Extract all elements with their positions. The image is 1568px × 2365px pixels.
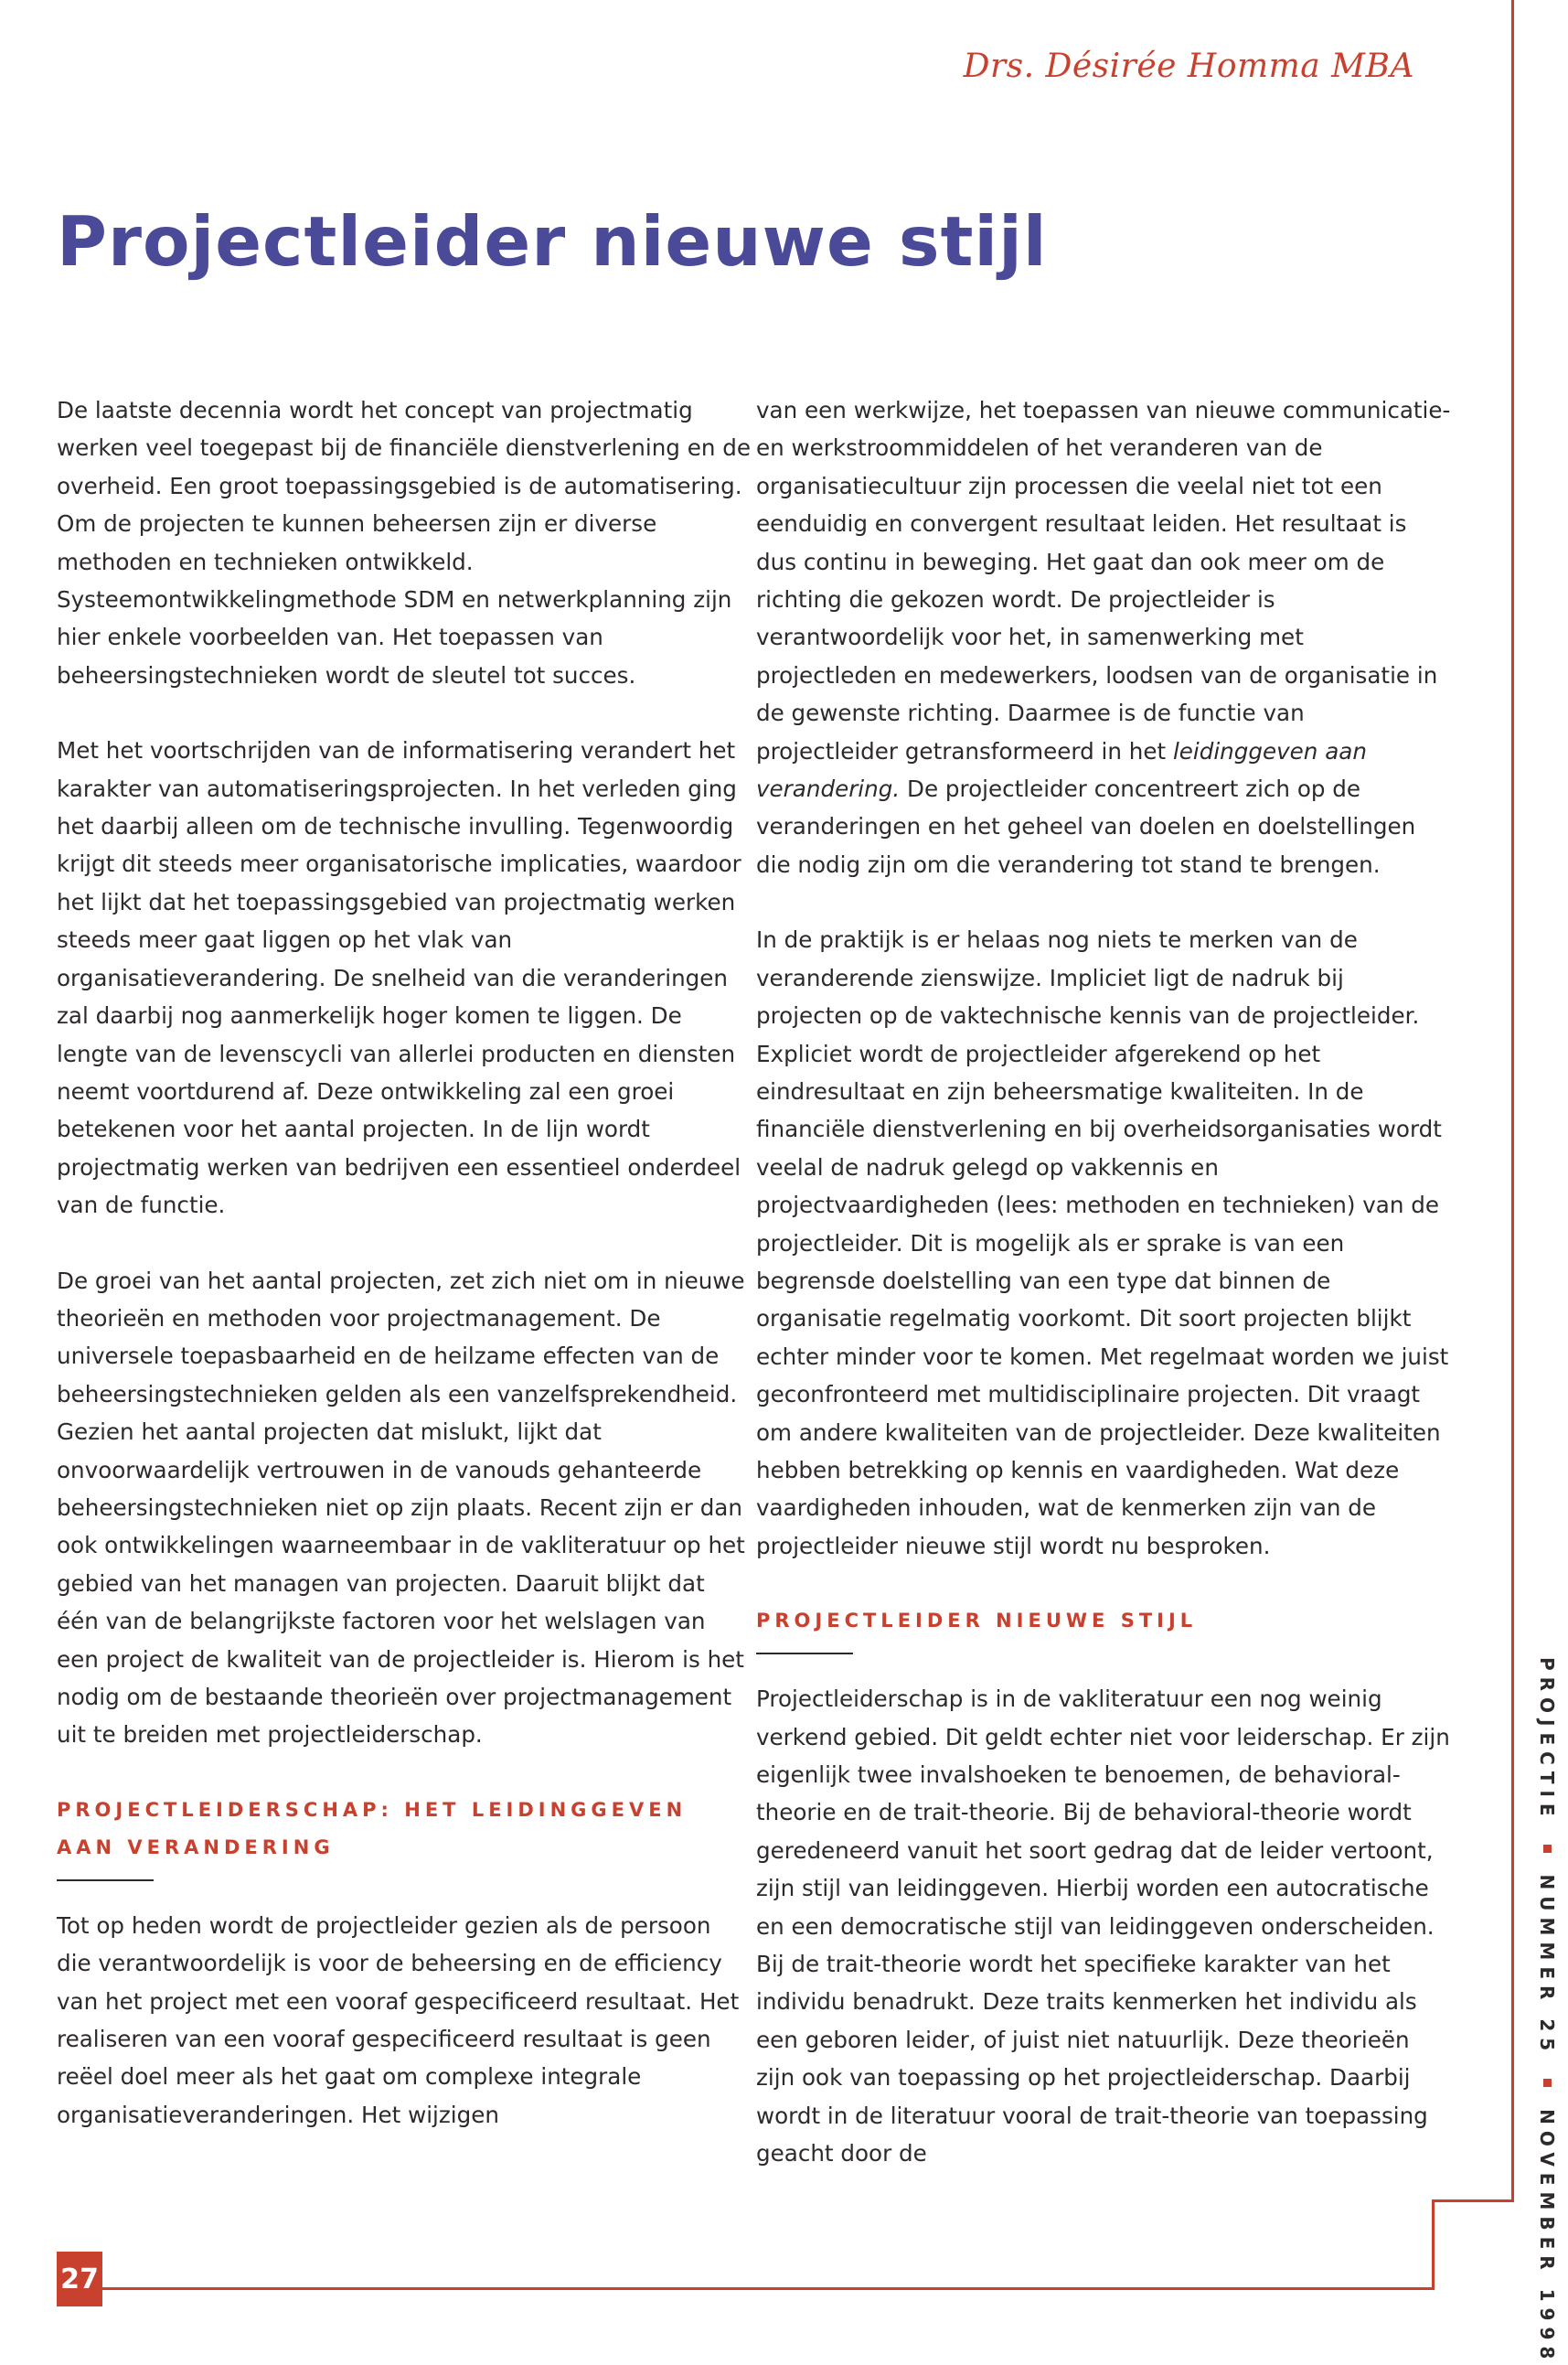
author-name: Drs. Désirée Homma MBA xyxy=(963,48,1414,85)
heading-divider xyxy=(57,1879,154,1881)
right-column xyxy=(756,391,1451,2181)
frame-line-bottom-horizontal xyxy=(102,2287,1435,2290)
separator-square-icon xyxy=(1543,2079,1552,2087)
left-column xyxy=(57,391,752,2143)
paragraph: Tot op heden wordt de projectleider gezien als de persoon die verantwoordelijk is voor de beheersing en de efficiency van het project met een vooraf gespecificeerd resultaat. Het realiseren van een vooraf gespecificeerd resultaat is geen reëel doel meer als het gaat om complexe integrale organisatieveranderingen. Het wijzigen xyxy=(57,1911,740,2128)
section-heading: PROJECTLEIDERSCHAP: HET LEIDINGGEVEN AAN VERANDERING xyxy=(57,1798,688,1858)
paragraph: Met het voortschrijden van de informatisering verandert het karakter van automatiseringsprojecten. In het verleden ging het daarbij alleen om de technische invulling. Tegenwoordig krijgt dit steeds meer organisatorische implicaties, waardoor het lijkt dat het toepassingsgebied van projectmatig werken steeds meer gaat liggen op het vlak van organisatieverandering. De snelheid van die veranderingen zal daarbij nog aanmerkelijk hoger komen te liggen. De lengte van de levenscycli van allerlei producten en diensten neemt voortdurend af. Deze ontwikkeling zal een groei betekenen voor het aantal projecten. In de lijn wordt projectmatig werken van bedrijven een essentieel onderdeel van de functie. xyxy=(57,737,741,1219)
paragraph: In de praktijk is er helaas nog niets te merken van de veranderende zienswijze. Impliciet ligt de nadruk bij projecten op de vaktechnische kennis van de projectleider. Expliciet wordt de projectleider afgerekend op het eindresultaat en zijn beheersmatige kwaliteiten. In de financiële dienstverlening en bij overheidsorganisaties wordt veelal de nadruk gelegd op vakkennis en projectvaardigheden (lees: methoden en technieken) van de projectleider. Dit is mogelijk als er sprake is van een begrensde doelstelling van een type dat binnen de organisatie regelmatig voorkomt. Dit soort projecten blijkt echter minder voor te komen. Met regelmaat worden we juist geconfronteerd met multidisciplinaire projecten. Dit vraagt om andere kwaliteiten van de projectleider. Deze kwaliteiten hebben betrekking op kennis en vaardigheden. Wat deze vaardigheden inhouden, wat de kenmerken zijn van de projectleider nieuwe stijl wordt nu besproken. xyxy=(756,926,1449,1559)
section-heading: PROJECTLEIDER NIEUWE STIJL xyxy=(756,1610,1198,1632)
frame-line-step-vertical xyxy=(1432,2199,1435,2245)
paragraph: De groei van het aantal projecten, zet zich niet om in nieuwe theorieën en methoden voor projectmanagement. De universele toepasbaarheid en de heilzame effecten van de beheersingstechnieken gelden als een vanzelfsprekendheid. Gezien het aantal projecten dat mislukt, lijkt dat onvoorwaardelijk vertrouwen in de vanouds gehanteerde beheersingstechnieken niet op zijn plaats. Recent zijn er dan ook ontwikkelingen waarneembaar in de vakliteratuur op het gebied van het managen van projecten. Daaruit blijkt dat één van de belangrijkste factoren voor het welslagen van een project de kwaliteit van de projectleider is. Hierom is het nodig om de bestaande theorieën over projectmanagement uit te breiden met projectleiderschap. xyxy=(57,1267,745,1749)
page-number-badge: 27 xyxy=(57,2252,102,2306)
publication-name: PROJECTIE xyxy=(1536,1657,1558,1823)
paragraph xyxy=(756,391,1451,883)
frame-line-step-horizontal xyxy=(1432,2199,1514,2202)
emphasis-text: leidinggeven aan verandering. xyxy=(756,737,1367,803)
article-title: Projectleider nieuwe stijl xyxy=(57,201,1048,282)
paragraph-text: De projectleider concentreert zich op de veranderingen en het geheel van doelen en doelstellingen die nodig zijn om die verandering tot stand te brengen. xyxy=(756,776,1416,878)
paragraph: De laatste decennia wordt het concept van projectmatig werken veel toegepast bij de financiële dienstverlening en de overheid. Een groot toepassingsgebied is de automatisering. Om de projecten te kunnen beheersen zijn er diverse methoden en technieken ontwikkeld. Systeemontwikkelingmethode SDM en netwerkplanning zijn hier enkele voorbeelden van. Het toepassen van beheersingstechnieken wordt de sleutel tot succes. xyxy=(57,397,751,689)
side-publication-info xyxy=(1536,1657,1558,2365)
heading-divider xyxy=(756,1653,853,1654)
frame-line-right-vertical xyxy=(1511,0,1514,2202)
paragraph: Projectleiderschap is in de vakliteratuur een nog weinig verkend gebied. Dit geldt echter niet voor leiderschap. Er zijn eigenlijk twee invalshoeken te benoemen, de behavioral-theorie en de trait-theorie. Bij de behavioral-theorie wordt geredeneerd vanuit het soort gedrag dat de leider vertoont, zijn stijl van leidinggeven. Hierbij worden een autocratische en een democratische stijl van leidinggeven onderscheiden. Bij de trait-theorie wordt het specifieke karakter van het individu benadrukt. Deze traits kenmerken het individu als een geboren leider, of juist niet natuurlijk. Deze theorieën zijn ook van toepassing op het projectleiderschap. Daarbij wordt in de literatuur vooral de trait-theorie van toepassing geacht door de xyxy=(756,1685,1450,2167)
issue-date: NOVEMBER 1998 xyxy=(1536,2109,1558,2365)
frame-line-lower-vertical xyxy=(1432,2242,1435,2290)
paragraph-text: van een werkwijze, het toepassen van nieuwe communicatie- en werkstroommiddelen of het veranderen van de organisatiecultuur zijn processen die veelal niet tot een eenduidig en convergent resultaat leiden. Het resultaat is dus continu in beweging. Het gaat dan ook meer om de richting die gekozen wordt. De projectleider is verantwoordelijk voor het, in samenwerking met projectleden en medewerkers, loodsen van de organisatie in de gewenste richting. Daarmee is de functie van projectleider getransformeerd in het xyxy=(756,397,1451,765)
issue-number: NUMMER 25 xyxy=(1536,1874,1558,2058)
separator-square-icon xyxy=(1543,1845,1552,1853)
